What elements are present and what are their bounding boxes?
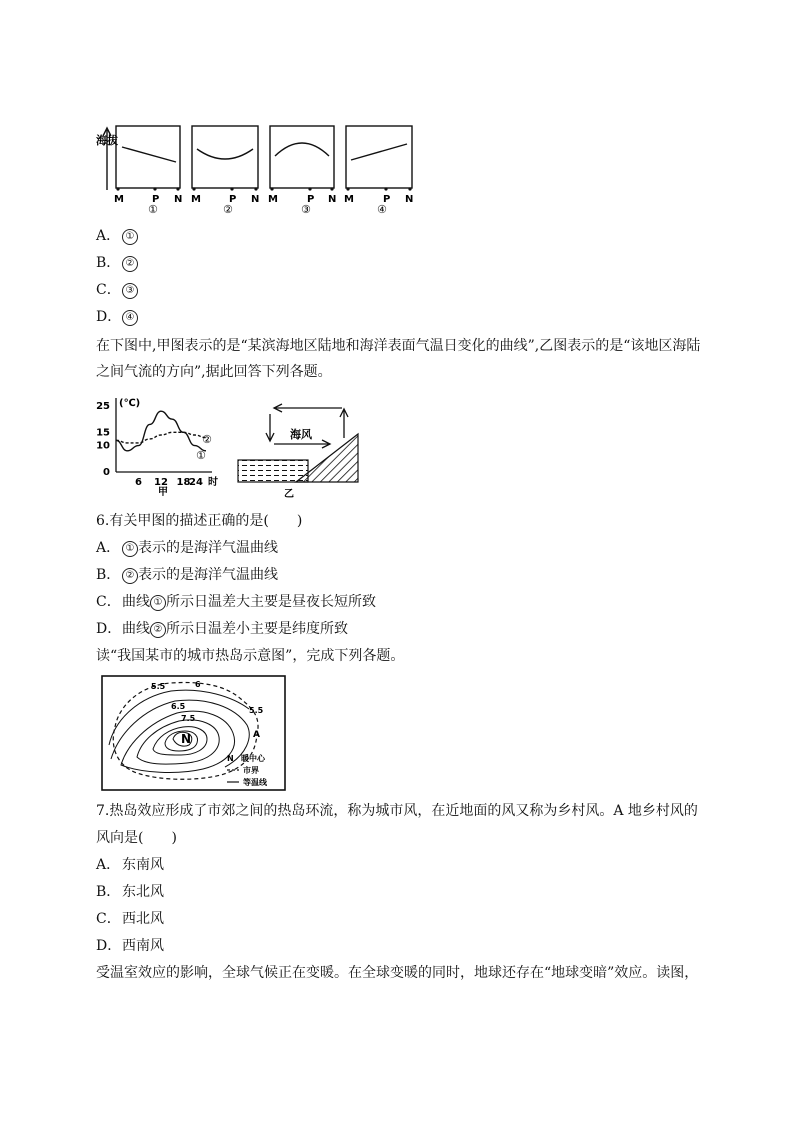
q7-option-a[interactable]: A． 东南风 bbox=[96, 857, 164, 873]
point-a-label: A bbox=[253, 730, 260, 740]
tick-m-2: M bbox=[191, 194, 201, 205]
legend-n-symbol: N bbox=[227, 754, 234, 763]
temp-series-2 bbox=[116, 432, 206, 443]
q7-option-b[interactable]: B． 东北风 bbox=[96, 884, 164, 900]
q6-option-d[interactable]: D．曲线 ② 所示日温差小主要是纬度所致 bbox=[96, 621, 348, 637]
sea-breeze-figure bbox=[234, 398, 364, 502]
temp-xunit: 时 bbox=[208, 477, 218, 488]
q6-option-c[interactable]: C．曲线 ① 所示日温差大主要是昼夜长短所致 bbox=[96, 594, 376, 610]
tick-p-1: P bbox=[152, 194, 160, 205]
closing-paragraph: 受温室效应的影响，全球气候正在变暖。在全球变暖的同时，地球还存在“地球变暗”效应。读图， bbox=[96, 965, 699, 981]
contour-label-4: 5.5 bbox=[249, 706, 264, 715]
q7-stem-line1: 7.热岛效应形成了市郊之间的热岛环流，称为城市风，在近地面的风又称为乡村风。A 地乡村风的 bbox=[96, 803, 698, 819]
profile-line-4 bbox=[351, 144, 407, 160]
sea-breeze-caption: 乙 bbox=[284, 489, 294, 500]
temp-xtick-12: 12 bbox=[154, 477, 168, 488]
tick-n-2: N bbox=[251, 194, 260, 205]
intro-sea-land: 在下图中,甲图表示的是“某滨海地区陆地和海洋表面气温日变化的曲线”,乙图表示的是“该地区海陆之间气流的方向”,据此回答下列各题。 bbox=[96, 338, 701, 380]
q7-option-c[interactable]: C．西北风 bbox=[96, 911, 164, 927]
sea-area bbox=[238, 460, 308, 482]
temp-xtick-18: 18 bbox=[176, 477, 191, 488]
profile-panel-2 bbox=[192, 126, 258, 188]
profile-panel-4 bbox=[346, 126, 412, 188]
temp-xtick-24: 24 bbox=[189, 477, 203, 488]
q6-stem: 6.有关甲图的描述正确的是( ) bbox=[96, 513, 303, 529]
q5-option-a[interactable]: A． ① bbox=[96, 226, 138, 246]
profile-line-1 bbox=[122, 147, 176, 162]
intro-heat-island: 读“我国某市的城市热岛示意图”，完成下列各题。 bbox=[96, 648, 405, 664]
temp-chart bbox=[92, 392, 232, 500]
tick-m-4: M bbox=[344, 194, 354, 205]
tick-n-3: N bbox=[328, 194, 337, 205]
profile-line-3 bbox=[275, 143, 329, 156]
temp-ytick-0: 0 bbox=[103, 467, 110, 478]
curve-label-1: ① bbox=[196, 449, 206, 462]
profile-ylabel-1: 海拔 bbox=[96, 134, 118, 147]
legend-isotherm: 等温线 bbox=[243, 778, 267, 787]
panel-label-3: ③ bbox=[301, 203, 311, 214]
tick-m-3: M bbox=[268, 194, 278, 205]
tick-n-1: N bbox=[174, 194, 183, 205]
legend-warm-center: 暖中心 bbox=[241, 754, 265, 763]
tick-m-1: M bbox=[114, 194, 124, 205]
profile-figure bbox=[92, 122, 422, 214]
curve-label-2: ② bbox=[202, 433, 212, 446]
heat-island-map bbox=[101, 675, 287, 793]
tick-p-3: P bbox=[307, 194, 315, 205]
warm-center-symbol: N bbox=[181, 732, 192, 746]
land-area bbox=[296, 434, 358, 482]
q5-option-c[interactable]: C． ③ bbox=[96, 280, 138, 300]
profile-panel-1 bbox=[116, 126, 180, 188]
contour-label-3: 6.5 bbox=[171, 702, 186, 711]
contour-label-2: 6 bbox=[195, 680, 201, 689]
temp-caption: 甲 bbox=[158, 487, 168, 498]
temp-ytick-25: 25 bbox=[96, 400, 110, 412]
q6-option-b[interactable]: B． ② 表示的是海洋气温曲线 bbox=[96, 567, 278, 583]
profile-panel-3 bbox=[270, 126, 334, 188]
panel-label-1: ① bbox=[148, 203, 158, 214]
legend-boundary: 市界 bbox=[243, 766, 259, 775]
contour-label-5: 7.5 bbox=[181, 714, 196, 723]
temp-xtick-6: 6 bbox=[135, 477, 142, 488]
temp-unit: (℃) bbox=[119, 398, 141, 409]
q5-option-d[interactable]: D． ④ bbox=[96, 307, 138, 327]
q6-option-a[interactable]: A． ① 表示的是海洋气温曲线 bbox=[96, 540, 278, 556]
temp-series-1 bbox=[116, 411, 206, 451]
temp-ytick-10: 10 bbox=[96, 440, 110, 452]
panel-label-2: ② bbox=[223, 203, 233, 214]
q7-stem-line2: 风向是( ) bbox=[96, 830, 177, 846]
profile-line-2 bbox=[197, 149, 253, 159]
contour-label-1: 5.5 bbox=[151, 682, 166, 691]
sea-breeze-label: 海风 bbox=[290, 428, 312, 441]
tick-n-4: N bbox=[405, 194, 414, 205]
tick-p-2: P bbox=[229, 194, 237, 205]
q5-option-b[interactable]: B． ② bbox=[96, 253, 138, 273]
panel-label-4: ④ bbox=[377, 203, 387, 214]
q7-option-d[interactable]: D．西南风 bbox=[96, 938, 164, 954]
tick-p-4: P bbox=[383, 194, 391, 205]
temp-ytick-15: 15 bbox=[96, 427, 110, 439]
